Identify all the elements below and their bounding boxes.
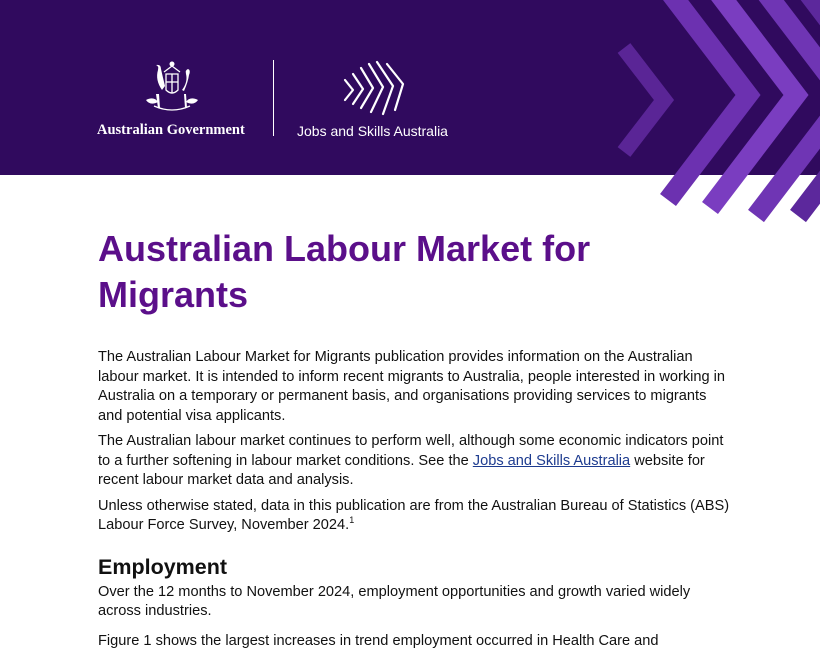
intro-paragraph-3	[98, 497, 730, 536]
employment-paragraph-1: Over the 12 months to November 2024, employment opportunities and growth varied widely across industries.	[98, 583, 691, 619]
employment-heading: Employment	[98, 554, 228, 579]
intro-paragraph-1: The Australian Labour Market for Migrants publication provides information on the Australian labour market. It is intended to inform recent migrants to Australia, people interested in working in Australia on a temporary or permanent basis, and organisations providing services to migrants and potential visa applicants.	[98, 349, 726, 424]
government-name: Australian Government	[97, 122, 245, 138]
jobs-and-skills-australia-link[interactable]: Jobs and Skills Australia	[472, 452, 631, 469]
intro-paragraph-3-text: Unless otherwise stated, data in this publication are from the Australian Bureau of Statistics (ABS) Labour Force Survey, November 2024.	[98, 497, 730, 533]
agency-name: Jobs and Skills Australia	[297, 123, 448, 139]
document-body	[98, 226, 730, 657]
intro-paragraph-2	[98, 432, 730, 491]
footnote-marker[interactable]: 1	[349, 515, 355, 526]
jobs-and-skills-australia-logo-icon	[343, 58, 407, 118]
intro-paragraph-2-text-end: website for recent labour market data and analysis.	[98, 452, 705, 488]
page-title-line-1: Australian Labour Market for	[98, 228, 591, 269]
australian-government-crest-icon	[128, 60, 216, 122]
page-title-line-2: Migrants	[98, 274, 249, 315]
intro-section	[98, 348, 730, 536]
logo-divider	[273, 60, 274, 136]
intro-paragraph-2-text-start: The Australian labour market continues to perform well, although some economic indicators point to a further softening in labour market conditions. See the	[98, 433, 724, 469]
page-title	[98, 226, 730, 318]
header-banner	[0, 0, 820, 175]
employment-paragraph-2: Figure 1 shows the largest increases in trend employment occurred in Health Care and	[98, 632, 659, 649]
chevron-pattern-icon	[0, 0, 820, 175]
